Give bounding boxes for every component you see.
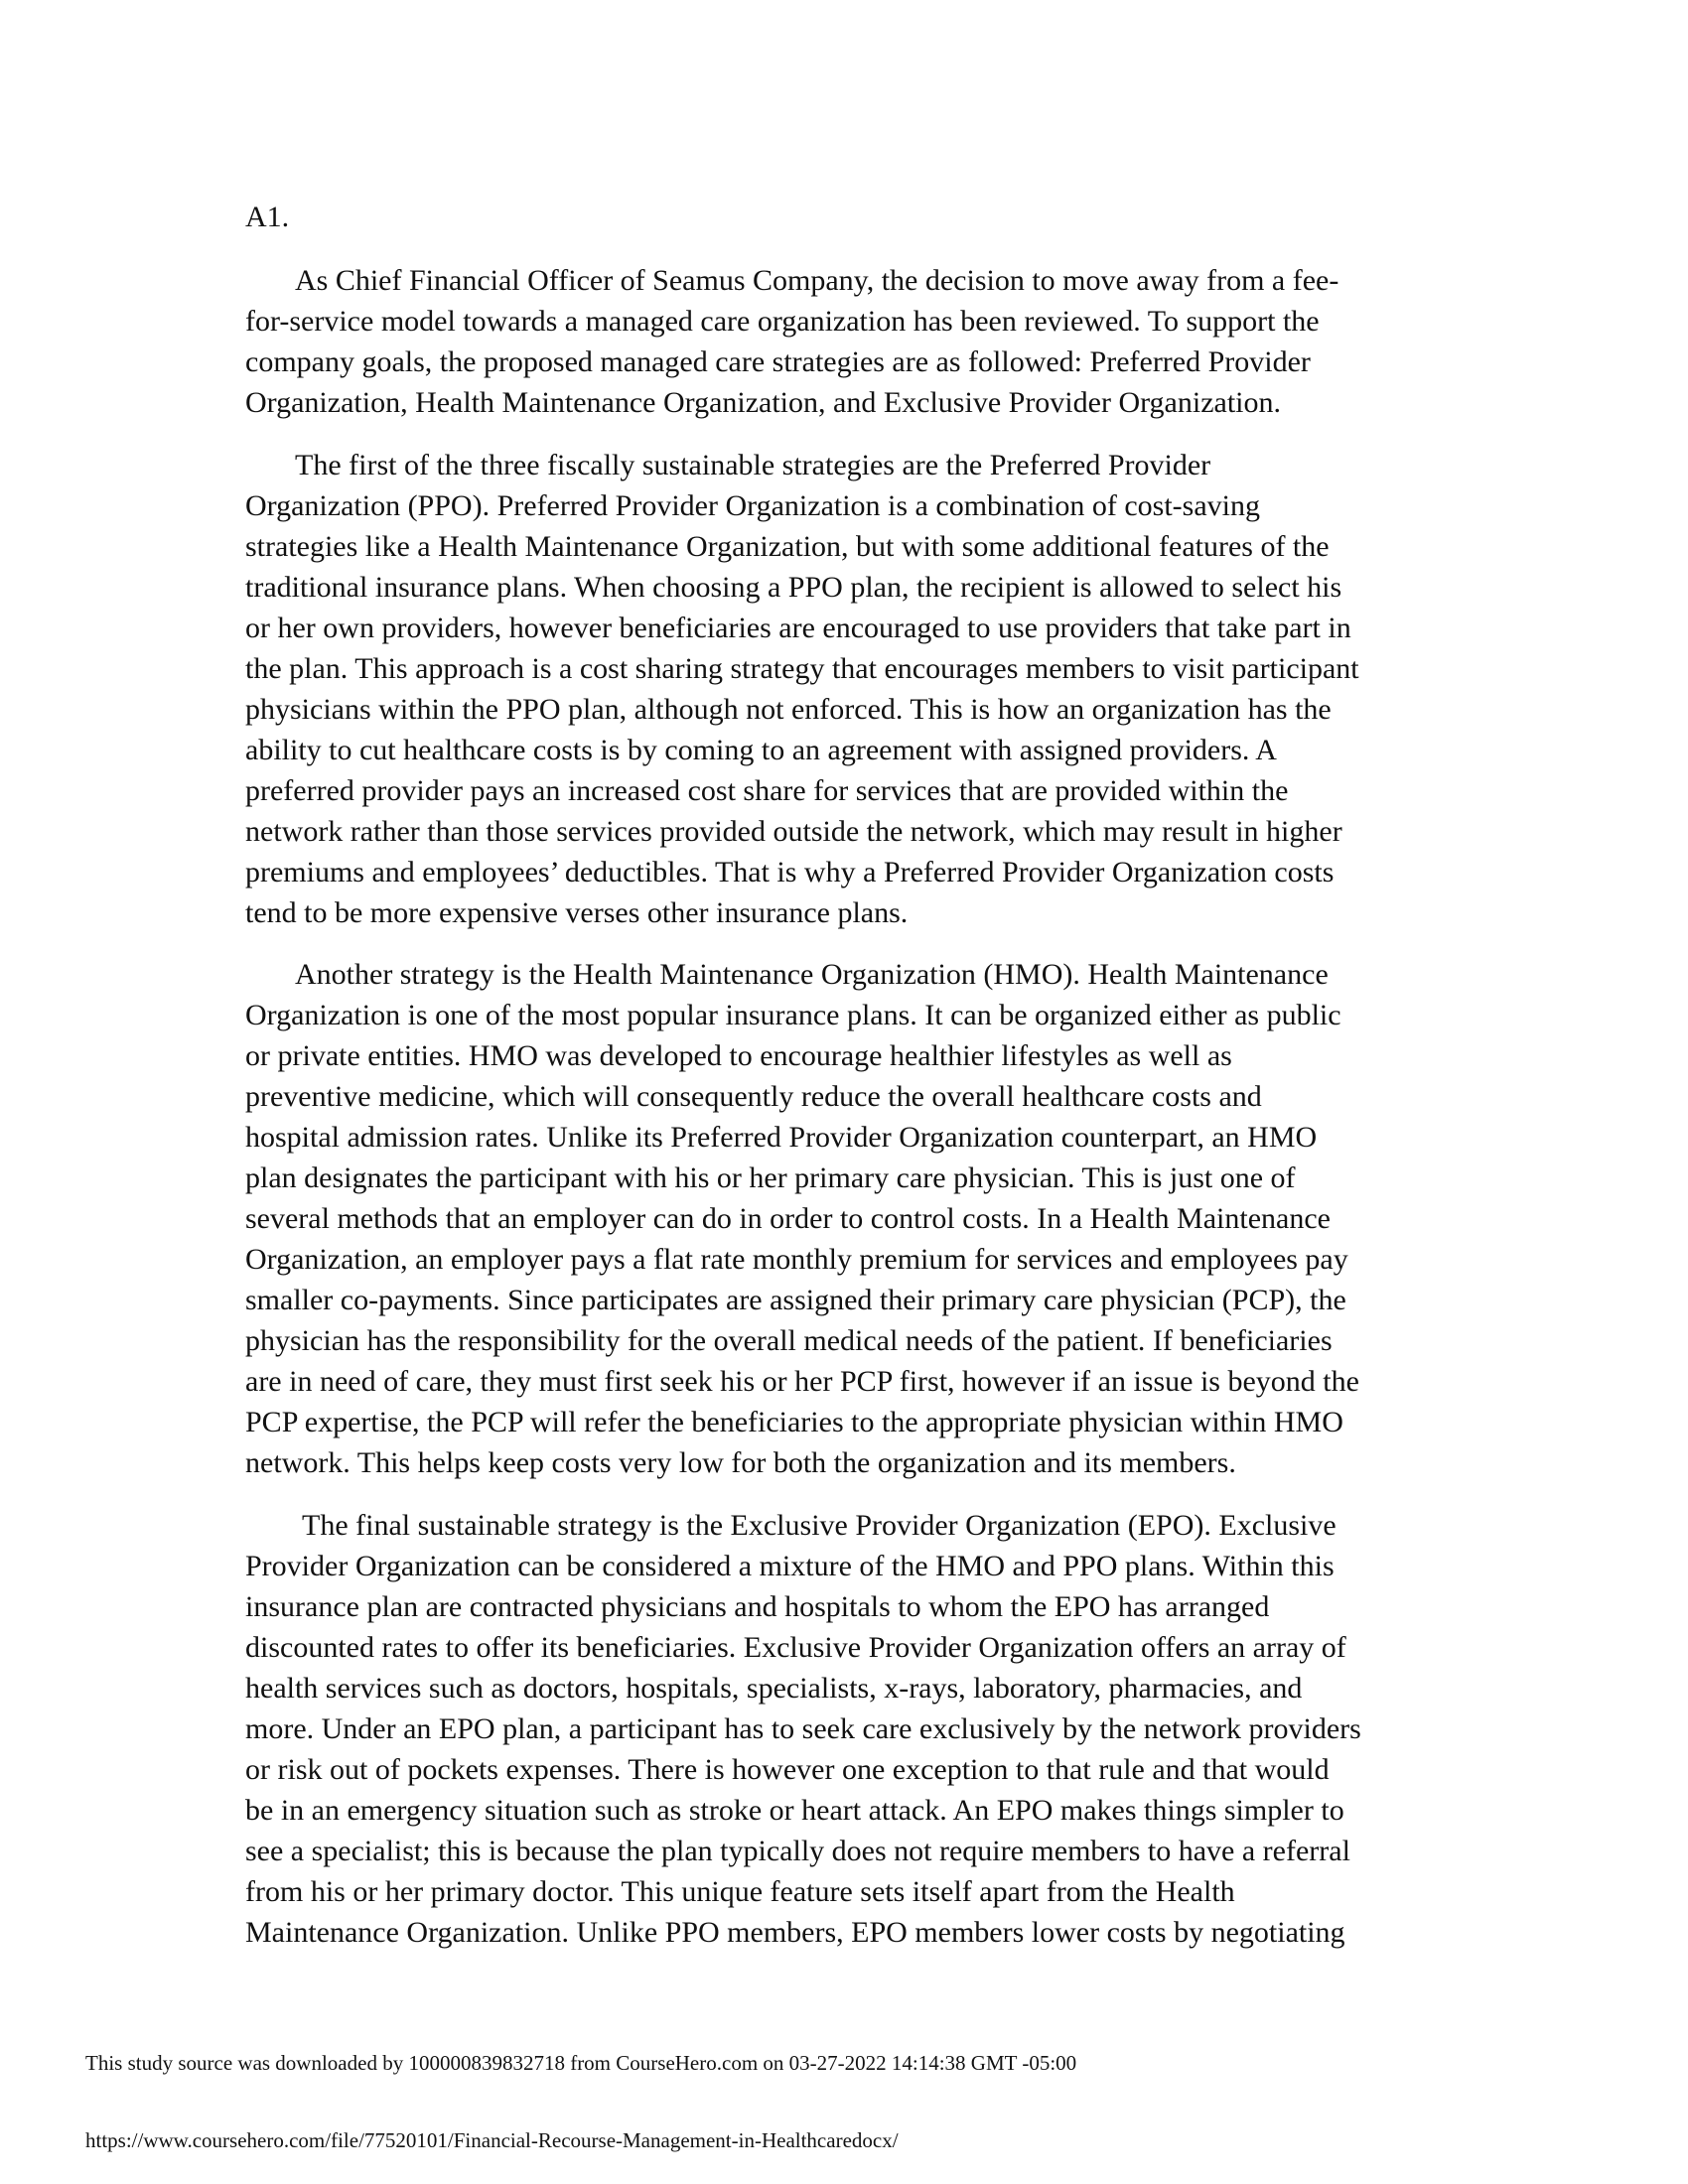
- source-url[interactable]: https://www.coursehero.com/file/77520101/Financial-Recourse-Management-in-Healthcaredocx/: [85, 2128, 899, 2152]
- text-line: As Chief Financial Officer of Seamus Company, the decision to move away from a fee-: [295, 264, 1339, 297]
- text-line: ability to cut healthcare costs is by coming to an agreement with assigned providers. A: [245, 734, 1277, 766]
- text-line: Organization is one of the most popular insurance plans. It can be organized either as public: [245, 999, 1341, 1031]
- text-line: preferred provider pays an increased cost share for services that are provided within the: [245, 774, 1289, 807]
- text-line: strategies like a Health Maintenance Organization, but with some additional features of the: [245, 530, 1330, 563]
- text-line: for-service model towards a managed care organization has been reviewed. To support the: [245, 305, 1320, 338]
- text-line: several methods that an employer can do in order to control costs. In a Health Maintenance: [245, 1202, 1331, 1235]
- text-line: company goals, the proposed managed care strategies are as followed: Preferred Provider: [245, 345, 1311, 378]
- text-line: The first of the three fiscally sustainable strategies are the Preferred Provider: [295, 449, 1211, 481]
- download-notice: This study source was downloaded by 100000839832718 from CourseHero.com on 03-27-2022 14:14:38 GMT -05:00: [85, 2051, 1077, 2075]
- text-line: Another strategy is the Health Maintenance Organization (HMO). Health Maintenance: [295, 958, 1329, 991]
- text-line: discounted rates to offer its beneficiaries. Exclusive Provider Organization offers an array of: [245, 1631, 1346, 1664]
- paragraph-ppo: [245, 445, 1536, 933]
- text-line: The final sustainable strategy is the Exclusive Provider Organization (EPO). Exclusive: [302, 1509, 1336, 1542]
- text-line: are in need of care, they must first seek his or her PCP first, however if an issue is beyond the: [245, 1365, 1359, 1398]
- text-line: from his or her primary doctor. This unique feature sets itself apart from the Health: [245, 1875, 1235, 1908]
- text-line: network rather than those services provided outside the network, which may result in higher: [245, 815, 1342, 848]
- text-line: network. This helps keep costs very low for both the organization and its members.: [245, 1446, 1236, 1479]
- text-line: Organization (PPO). Preferred Provider Organization is a combination of cost-saving: [245, 489, 1260, 522]
- paragraph-hmo: [245, 954, 1536, 1483]
- paragraph-epo: [245, 1505, 1536, 1953]
- text-line: Maintenance Organization. Unlike PPO members, EPO members lower costs by negotiating: [245, 1916, 1345, 1949]
- text-line: see a specialist; this is because the plan typically does not require members to have a referral: [245, 1835, 1350, 1867]
- text-line: more. Under an EPO plan, a participant has to seek care exclusively by the network providers: [245, 1712, 1361, 1745]
- text-line: be in an emergency situation such as stroke or heart attack. An EPO makes things simpler to: [245, 1794, 1344, 1827]
- text-line: PCP expertise, the PCP will refer the beneficiaries to the appropriate physician within HMO: [245, 1406, 1343, 1438]
- text-line: preventive medicine, which will consequently reduce the overall healthcare costs and: [245, 1080, 1262, 1113]
- text-line: physician has the responsibility for the overall medical needs of the patient. If beneficiaries: [245, 1324, 1333, 1357]
- text-line: smaller co-payments. Since participates are assigned their primary care physician (PCP), the: [245, 1284, 1346, 1316]
- text-line: insurance plan are contracted physicians and hospitals to whom the EPO has arranged: [245, 1590, 1270, 1623]
- text-line: hospital admission rates. Unlike its Preferred Provider Organization counterpart, an HMO: [245, 1121, 1318, 1154]
- text-line: tend to be more expensive verses other insurance plans.: [245, 896, 909, 929]
- text-line: plan designates the participant with his or her primary care physician. This is just one of: [245, 1161, 1296, 1194]
- paragraph-intro: [245, 260, 1536, 423]
- text-line: premiums and employees’ deductibles. That is why a Preferred Provider Organization costs: [245, 856, 1335, 888]
- text-line: traditional insurance plans. When choosing a PPO plan, the recipient is allowed to select his: [245, 571, 1342, 604]
- text-line: or her own providers, however beneficiaries are encouraged to use providers that take part in: [245, 612, 1351, 644]
- text-line: Organization, an employer pays a flat rate monthly premium for services and employees pay: [245, 1243, 1348, 1276]
- text-line: the plan. This approach is a cost sharing strategy that encourages members to visit participant: [245, 652, 1359, 685]
- text-line: or private entities. HMO was developed to encourage healthier lifestyles as well as: [245, 1039, 1232, 1072]
- text-line: or risk out of pockets expenses. There is however one exception to that rule and that would: [245, 1753, 1330, 1786]
- section-heading: A1.: [245, 201, 290, 233]
- text-line: Provider Organization can be considered a mixture of the HMO and PPO plans. Within this: [245, 1550, 1335, 1582]
- text-line: Organization, Health Maintenance Organization, and Exclusive Provider Organization.: [245, 386, 1282, 419]
- text-line: physicians within the PPO plan, although not enforced. This is how an organization has the: [245, 693, 1332, 726]
- text-line: health services such as doctors, hospitals, specialists, x-rays, laboratory, pharmacies, and: [245, 1672, 1303, 1705]
